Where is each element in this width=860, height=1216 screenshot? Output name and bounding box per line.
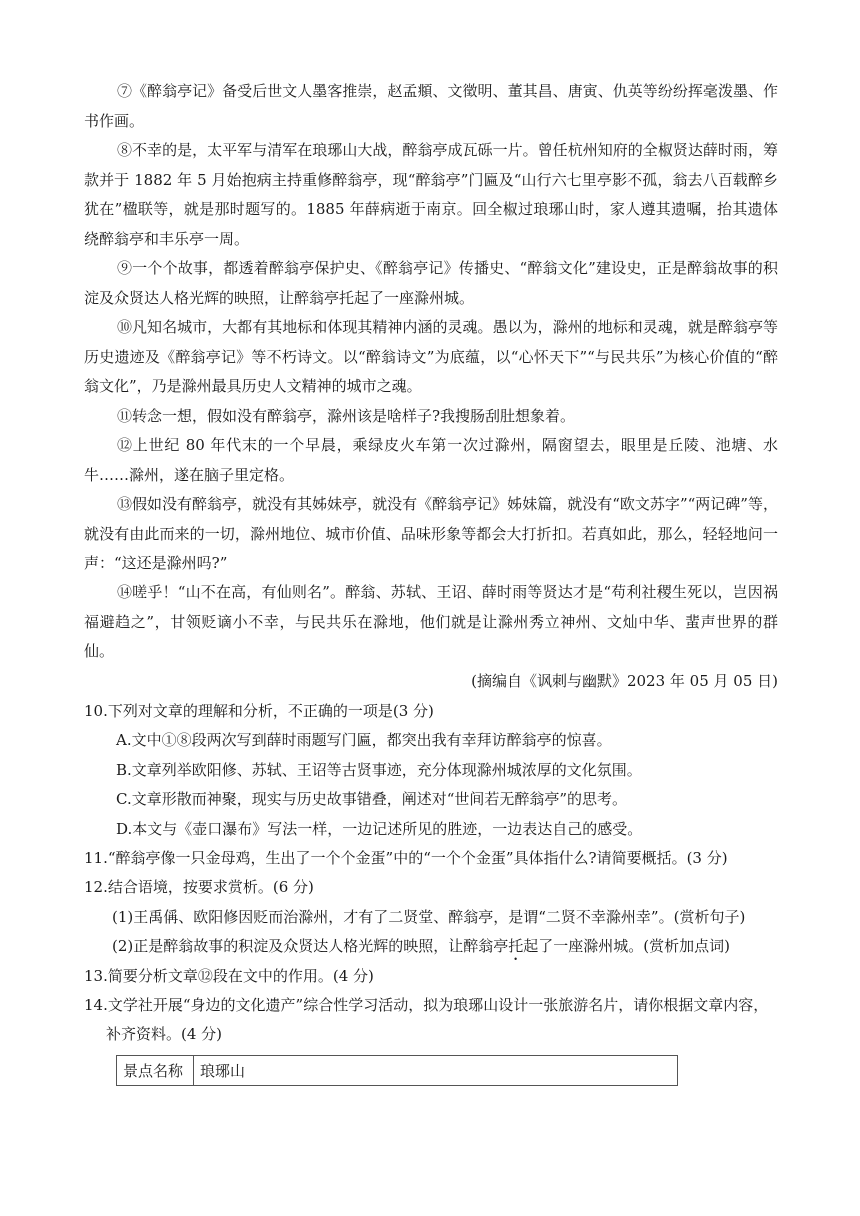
question-12-sub-1: (1)王禹偁、欧阳修因贬而治滁州，才有了二贤堂、醉翁亭，是谓“二贤不幸滁州幸”。(赏析句子)	[112, 908, 746, 926]
question-14-line-1: 14.文学社开展“身边的文化遗产”综合性学习活动，拟为琅琊山设计一张旅游名片，请你根据文章内容，	[84, 996, 769, 1014]
question-10-stem: 10.下列对文章的理解和分析，不正确的一项是(3 分)	[84, 702, 434, 720]
source-citation: (摘编自《讽刺与幽默》2023 年 05 月 05 日)	[471, 672, 778, 690]
paragraph-12: ⑫上世纪 80 年代末的一个早晨，乘绿皮火车第一次过滁州，隔窗望去，眼里是丘陵、池塘、水牛……滁州，遂在脑子里定格。	[84, 436, 778, 484]
question-14-line-2: 补齐资料。(4 分)	[106, 1025, 223, 1043]
paragraph-9: ⑨一个个故事，都透着醉翁亭保护史、《醉翁亭记》传播史、“醉翁文化”建设史，正是醉翁故事的积淀及众贤达人格光辉的映照，让醉翁亭托起了一座滁州城。	[84, 259, 778, 307]
paragraph-10: ⑩凡知名城市，大都有其地标和体现其精神内涵的灵魂。愚以为，滁州的地标和灵魂，就是醉翁亭等历史遗迹及《醉翁亭记》等不朽诗文。以“醉翁诗文”为底蕴，以“心怀天下”“与民共乐”为核心价值的“醉翁文化”，乃是滁州最具历史人文精神的城市之魂。	[84, 318, 778, 395]
question-10-option-b: B.文章列举欧阳修、苏轼、王诏等古贤事迹，充分体现滁州城浓厚的文化氛围。	[116, 761, 642, 779]
card-value-cell: 琅琊山	[194, 1056, 678, 1086]
question-12-sub-2-after: 起了一座滁州城。(赏析加点词)	[523, 937, 730, 955]
question-14	[84, 991, 784, 1049]
paragraph-7: ⑦《醉翁亭记》备受后世文人墨客推崇，赵孟頫、文徵明、董其昌、唐寅、仇英等纷纷挥毫泼墨、作书作画。	[84, 82, 778, 130]
question-13: 13.简要分析文章⑫段在文中的作用。(4 分)	[84, 967, 374, 985]
emphasized-word: 托	[508, 937, 524, 955]
question-12-stem: 12.结合语境，按要求赏析。(6 分)	[84, 878, 314, 896]
question-10-option-d: D.本文与《壶口瀑布》写法一样，一边记述所见的胜迹，一边表达自己的感受。	[116, 820, 643, 838]
paragraph-14: ⑭嗟乎！“山不在高，有仙则名”。醉翁、苏轼、王诏、薛时雨等贤达才是“苟利社稷生死以，岂因祸福避趋之”，甘领贬谪小不幸，与民共乐在滁地，他们就是让滁州秀立神州、文灿中华、蜚声世界的群仙。	[84, 583, 778, 660]
card-key-cell: 景点名称	[117, 1056, 194, 1086]
question-12-sub-2-before: (2)正是醉翁故事的积淀及众贤达人格光辉的映照，让醉翁亭	[112, 937, 509, 955]
paragraph-8: ⑧不幸的是，太平军与清军在琅琊山大战，醉翁亭成瓦砾一片。曾任杭州知府的全椒贤达薛时雨，筹款并于 1882 年 5 月始抱病主持重修醉翁亭，现“醉翁亭”门匾及“山行六七里亭影不孤，翁去八百载醉乡犹在”楹联等，就是那时题写的。1885 年薛病逝于南京。回全椒过琅琊山时，家人遵其遗嘱，抬其遗体绕醉翁亭和丰乐亭一周。	[84, 141, 778, 248]
question-12-sub-2	[112, 932, 792, 964]
question-10-option-c: C.文章形散而神聚，现实与历史故事错叠，阐述对“世间若无醉翁亭”的思考。	[116, 790, 628, 808]
paragraph-13: ⑬假如没有醉翁亭，就没有其姊妹亭，就没有《醉翁亭记》姊妹篇，就没有“欧文苏字”“两记碑”等，就没有由此而来的一切，滁州地位、城市价值、品味形象等都会大打折扣。若真如此，那么，轻轻地问一声：“这还是滁州吗?”	[84, 495, 778, 572]
travel-card-table	[116, 1055, 678, 1086]
paragraph-11: ⑪转念一想，假如没有醉翁亭，滁州该是啥样子?我搜肠刮肚想象着。	[117, 407, 576, 425]
question-10-option-a: A.文中①⑧段两次写到薛时雨题写门匾，都突出我有幸拜访醉翁亭的惊喜。	[116, 731, 612, 749]
table-row	[117, 1056, 678, 1086]
question-11: 11.“醉翁亭像一只金母鸡，生出了一个个金蛋”中的“一个个金蛋”具体指什么?请简要概括。(3 分)	[84, 849, 728, 867]
